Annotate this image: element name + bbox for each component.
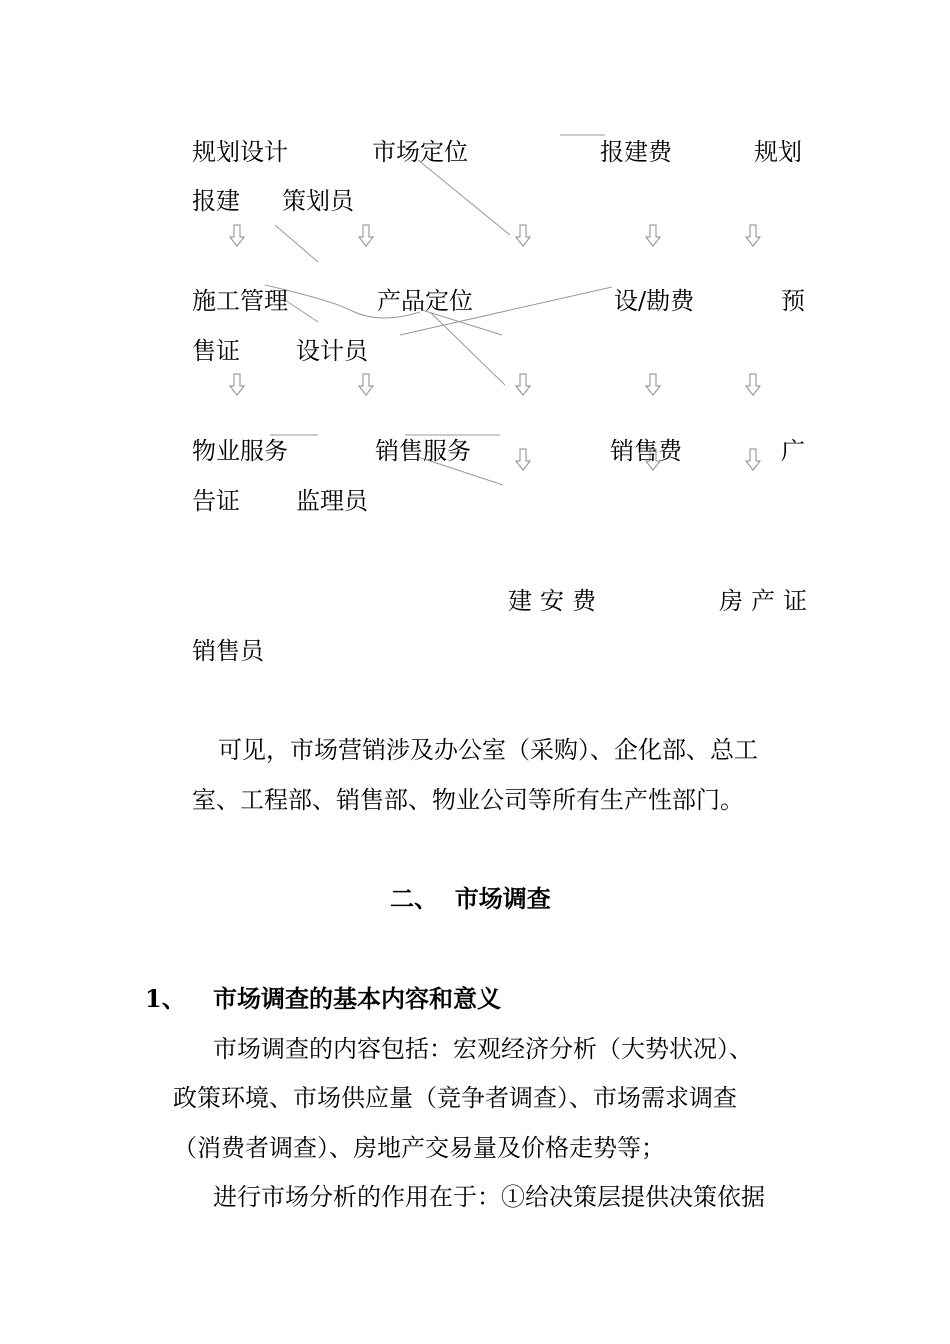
down-arrow-icon bbox=[746, 449, 760, 470]
down-arrow-icon bbox=[516, 374, 530, 395]
body-paragraph-2-line-1: 进行市场分析的作用在于：①给决策层提供决策依据 bbox=[213, 1183, 765, 1211]
subsection-number: 1、 bbox=[145, 984, 186, 1013]
section-heading: 二、 市场调查 bbox=[390, 884, 551, 913]
flow-label-filing-fee: 报建费 bbox=[600, 138, 672, 166]
flow-label-design-survey-fee: 设/勘费 bbox=[614, 287, 695, 315]
flow-label-planner: 策划员 bbox=[282, 187, 354, 215]
flow-label-installation-fee: 建安费 bbox=[508, 587, 604, 615]
flow-label-sales-fee: 销售费 bbox=[610, 437, 682, 465]
down-arrow-icon bbox=[359, 225, 373, 246]
flow-label-planning-design: 规划设计 bbox=[192, 138, 288, 166]
flow-label-property-certificate: 房产证 bbox=[719, 587, 815, 615]
body-paragraph-1-line-1: 市场调查的内容包括：宏观经济分析（大势状况）、 bbox=[213, 1035, 753, 1063]
down-arrow-icon bbox=[646, 225, 660, 246]
down-arrow-icon bbox=[230, 374, 244, 395]
flow-label-market-positioning: 市场定位 bbox=[372, 138, 468, 166]
flow-label-pre: 预 bbox=[781, 287, 805, 315]
flow-label-sale-license: 售证 bbox=[192, 337, 240, 365]
down-arrow-icon bbox=[516, 449, 530, 470]
flow-label-ad-license: 告证 bbox=[192, 487, 240, 515]
flow-label-salesperson: 销售员 bbox=[192, 637, 264, 665]
down-arrow-icon bbox=[230, 225, 244, 246]
flow-label-product-positioning: 产品定位 bbox=[377, 287, 473, 315]
down-arrow-icon bbox=[746, 374, 760, 395]
down-arrow-icon bbox=[746, 225, 760, 246]
flow-label-planning: 规划 bbox=[754, 138, 802, 166]
body-paragraph-1-line-2: 政策环境、市场供应量（竞争者调查）、市场需求调查 bbox=[173, 1084, 737, 1112]
down-arrow-icon bbox=[359, 374, 373, 395]
down-arrow-icon bbox=[516, 225, 530, 246]
flow-label-construction-management: 施工管理 bbox=[192, 287, 288, 315]
flow-label-filing: 报建 bbox=[192, 187, 240, 215]
flow-label-property-service: 物业服务 bbox=[192, 437, 288, 465]
flow-label-sales-service: 销售服务 bbox=[375, 437, 471, 465]
subsection-title: 市场调查的基本内容和意义 bbox=[213, 984, 501, 1013]
flow-label-designer: 设计员 bbox=[296, 337, 368, 365]
flow-label-supervisor: 监理员 bbox=[296, 487, 368, 515]
down-arrow-icon bbox=[646, 374, 660, 395]
summary-line-1: 可见，市场营销涉及办公室（采购）、企化部、总工 bbox=[218, 736, 758, 764]
summary-line-2: 室、工程部、销售部、物业公司等所有生产性部门。 bbox=[192, 786, 744, 814]
flow-label-ad: 广 bbox=[781, 437, 805, 465]
body-paragraph-1-line-3: （消费者调查）、房地产交易量及价格走势等； bbox=[173, 1134, 665, 1162]
